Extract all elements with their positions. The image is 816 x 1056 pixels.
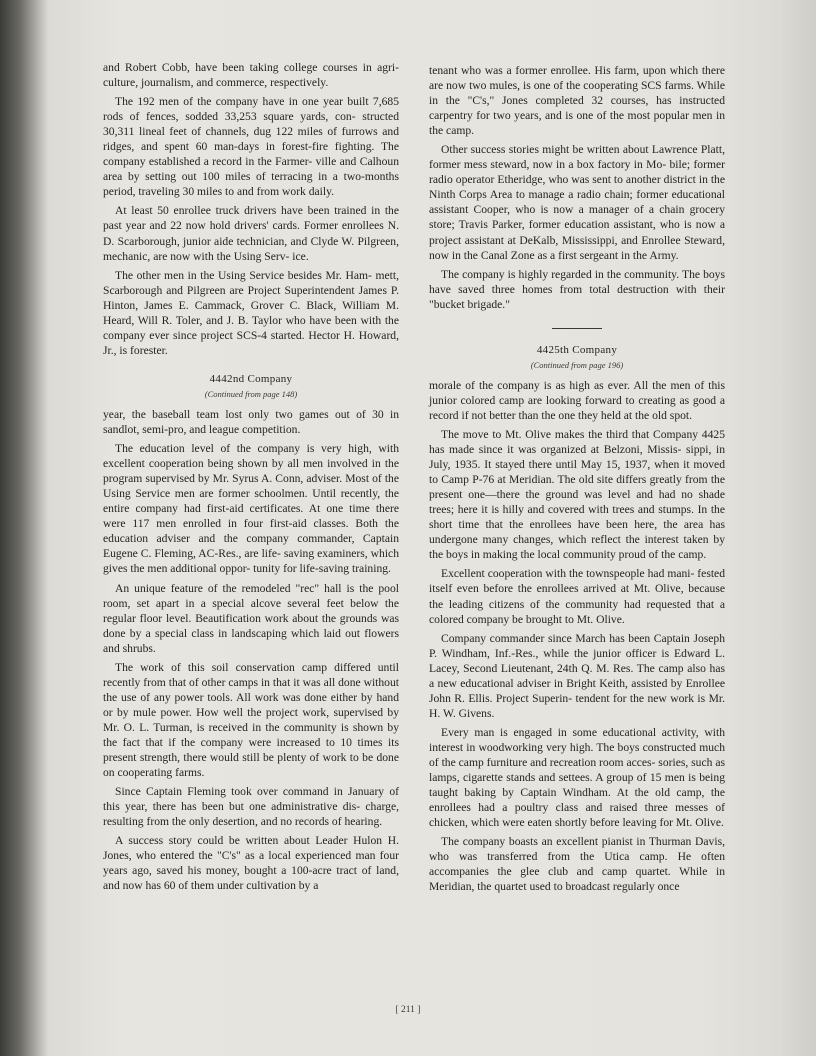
section-divider bbox=[552, 328, 602, 329]
paragraph: Every man is engaged in some educational activity, with interest in woodworking very high. The boys constructed much of the camp furniture and recreation room acces- sories, such as lamps, cigarette stands and settees. A group of 15 men is being taught baking by Captain Windham. At the old camp, the enrollees had a poultry class and raised three messes of chicken, which were eaten shortly before leaving for Mt. Olive. bbox=[429, 725, 725, 830]
paragraph: Excellent cooperation with the townspeople had mani- fested itself even before the enrollees arrived at Mt. Olive, because the leading citizens of the community had requested that a colored company be brought to Mt. Olive. bbox=[429, 567, 725, 626]
paragraph: morale of the company is as high as ever. All the men of this junior colored camp are looking forward to creating as good a record if not better than the one they held at the old spot. bbox=[429, 378, 725, 422]
paragraph: and Robert Cobb, have been taking college courses in agri- culture, journalism, and commerce, respectively. bbox=[103, 61, 399, 90]
section-subheading: (Continued from page 196) bbox=[530, 359, 624, 370]
paragraph: year, the baseball team lost only two games out of 30 in sandlot, semi-pro, and league competition. bbox=[103, 407, 399, 437]
right-column bbox=[429, 63, 725, 898]
page-number: [ 211 ] bbox=[395, 1005, 421, 1015]
paragraph: The education level of the company is very high, with excellent cooperation being shown by all men involved in the program supervised by Mr. Syrus A. Conn, adviser. Most of the Using Service men are former schoolmen. Until recently, the entire company had first-aid certificates. At one time there were 117 men enrolled in four first-aid classes. Both the education adviser and the company commander, Captain Eugene C. Fleming, AC-Res., are life- saving examiners, which gives the men additional oppor- tunity for life-saving training. bbox=[103, 442, 399, 576]
paragraph: The company boasts an excellent pianist in Thurman Davis, who was transferred from the Utica camp. He often accompanies the glee club and camp quartet. While in Meridian, the quartet used to broadcast regularly once bbox=[429, 835, 725, 894]
paragraph: A success story could be written about Leader Hulon H. Jones, who entered the "C's" as a local experienced man four years ago, saved his money, bought a 100-acre tract of land, and now has 60 of them under cultivation by a bbox=[103, 834, 399, 893]
section-heading: 4442nd Company bbox=[209, 372, 293, 385]
paragraph: The 192 men of the company have in one year built 7,685 rods of fences, sodded 33,253 square yards, con- structed 30,311 lineal feet of channels, dug 122 miles of furrows and ridges, and spent 60 man-days in forest-fire fighting. The company established a record in the Farmer- ville and Calhoun area by setting out 100 miles of terracing in a two-months period, traveling 30 miles to and from work daily. bbox=[103, 95, 399, 199]
paragraph: The work of this soil conservation camp differed until recently from that of other camps in that it was all done without the use of any power tools. All work was done either by hand or by mule power. How well the project work, supervised by Mr. O. L. Turman, is received in the community is shown by the fact that if the company were increased to 10 times its present strength, there would still be plenty of work to be done on cooperating farms. bbox=[103, 660, 399, 780]
paragraph: At least 50 enrollee truck drivers have been trained in the past year and 22 now hold drivers' cards. Former enrollees N. D. Scarborough, junior aide technician, and Clyde W. Pilgreen, mechanic, are now with the Using Serv- ice. bbox=[103, 204, 399, 263]
paragraph: The company is highly regarded in the community. The boys have saved three homes from total destruction with their "bucket brigade." bbox=[429, 267, 725, 311]
paragraph: Since Captain Fleming took over command in January of this year, there has been but one administrative dis- charge, resulting from the only desertion, and no records of hearing. bbox=[103, 785, 399, 829]
paragraph: The other men in the Using Service besides Mr. Ham- mett, Scarborough and Pilgreen are Project Superintendent James P. Hinton, James E. Cammack, Grover C. Black, William M. Heard, Will R. Toler, and J. B. Taylor who have been with the company ever since project SCS-4 started. Hector H. Howard, Jr., is forester. bbox=[103, 268, 399, 357]
paragraph: Company commander since March has been Captain Joseph P. Windham, Inf.-Res., while the junior officer is Edward L. Lacey, Second Lieutenant, 24th Q. M. Res. The camp also has a new educational adviser in Bright Keith, assisted by Enrollee John R. Ellis. Project Superin- tendent for the new work is Mr. H. W. Givens. bbox=[429, 631, 725, 720]
paragraph: An unique feature of the remodeled "rec" hall is the pool room, set apart in a special alcove several feet below the regular floor level. Beautification work about the grounds was done by a special class in landscaping which laid out flowers and shrubs. bbox=[103, 581, 399, 655]
paragraph: The move to Mt. Olive makes the third that Company 4425 has made since it was organized at Belzoni, Missis- sippi, in July, 1935. It stayed there until May 15, 1937, when it moved to Camp P-76 at Meridian. The old site differs greatly from the present one—there the ground was level and had no shade trees; here it is hilly and covered with trees and stumps. In the short time that the enrollees have been here, the area has undergone many changes, which reflect the interest taken by the boys in making the local community proud of the camp. bbox=[429, 427, 725, 562]
left-column bbox=[103, 60, 399, 897]
paragraph: Other success stories might be written about Lawrence Platt, former mess steward, now in a box factory in Mo- bile; former radio operator Etheridge, who was sent to another district in the Ninth Corps Area to manage a radio chain; former educational assistant Cooper, who is now a manager of a chain grocery store; Travis Parker, former education assistant, who is now a project assistant at DeKalb, Mississippi, and Enrollee Steward, now in the Canal Zone as a first sergeant in the Army. bbox=[429, 143, 725, 262]
section-heading: 4425th Company bbox=[536, 343, 618, 356]
section-subheading: (Continued from page 148) bbox=[204, 388, 298, 399]
paragraph: tenant who was a former enrollee. His farm, upon which there are now two mules, is one of the cooperating SCS farms. While in the "C's," Jones completed 32 courses, has instructed carpentry for two years, and is one of the most popular men in the camp. bbox=[429, 64, 725, 138]
